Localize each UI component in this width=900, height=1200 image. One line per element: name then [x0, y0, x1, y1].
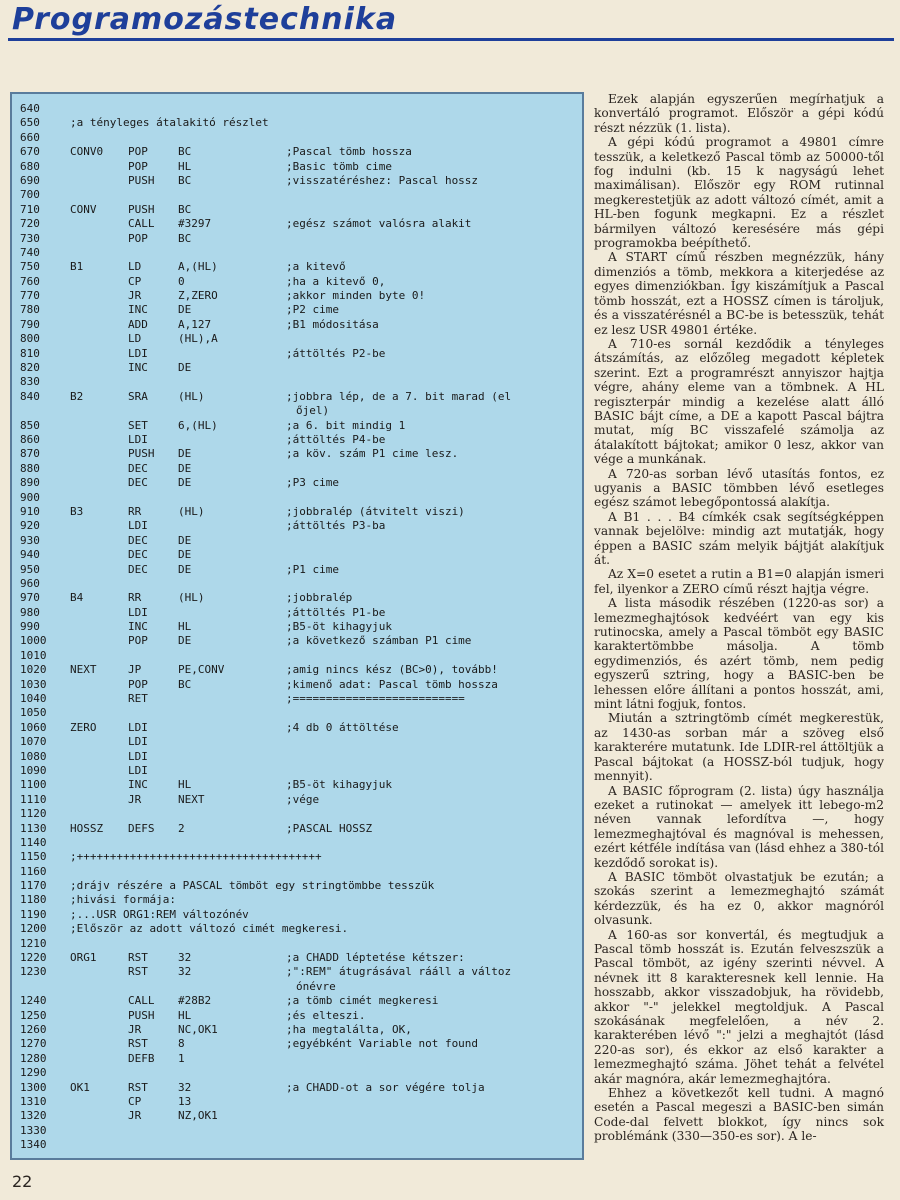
line-opcode: LDI	[128, 720, 148, 734]
line-operand: NC,OK1	[178, 1023, 218, 1036]
line-number: 1060	[20, 720, 47, 734]
line-opcode: JP	[128, 663, 142, 677]
line-number: 1320	[20, 1109, 47, 1123]
line-number: 1230	[20, 965, 47, 979]
line-number: 920	[20, 519, 40, 533]
line-opcode: SRA	[128, 389, 148, 403]
line-comment: ;ha megtalálta, OK,	[286, 1023, 412, 1036]
line-number: 870	[20, 447, 40, 461]
line-comment: ;kimenő adat: Pascal tömb hossza	[286, 677, 498, 691]
line-number: 860	[20, 432, 40, 446]
line-operand: HL	[178, 159, 192, 173]
line-number: 830	[20, 375, 40, 389]
line-number: 780	[20, 303, 40, 317]
line-number: 1170	[20, 879, 47, 893]
line-opcode: DEC	[128, 562, 148, 576]
line-operand: DE	[178, 461, 192, 475]
line-label: CONV0	[70, 145, 104, 159]
line-comment: ;jobbra lép, de a 7. bit marad (el	[286, 389, 512, 403]
line-number: 1250	[20, 1008, 47, 1022]
line-comment: ;B5-öt kihagyjuk	[286, 778, 392, 792]
line-number: 980	[20, 605, 40, 619]
line-opcode: LDI	[128, 346, 148, 360]
line-opcode: DEC	[128, 548, 148, 562]
line-label: OK1	[70, 1080, 90, 1094]
line-opcode: CALL	[128, 217, 155, 231]
line-number: 750	[20, 260, 40, 274]
line-label: B3	[70, 504, 84, 518]
article-paragraph: Ehhez a következőt kell tudni. A magnó esetén a Pascal megeszi a BASIC-ben simán Code-dal felvett blokkot, így nincs sok problémánk (330—350-es sor). A le-	[594, 1086, 884, 1144]
line-comment: ;áttöltés P3-ba	[286, 519, 386, 533]
line-number: 640	[20, 102, 40, 115]
line-comment: ;amig nincs kész (BC>0), tovább!	[286, 663, 498, 677]
line-comment: ;a CHADD-ot a sor végére tolja	[286, 1080, 485, 1094]
line-operand: (HL)	[178, 504, 205, 518]
line-operand: HL	[178, 620, 192, 634]
line-operand: DE	[178, 562, 192, 576]
article-paragraph: Miután a sztringtömb címét megkerestük, az 1430-as sorban már a szöveg első karakterére mutatunk. Ide LDIR-rel áttöltjük a Pascal bájtokat (a HOSSZ-ból tudjuk, hogy mennyit).	[594, 711, 884, 784]
article-paragraph: A 710-es sornál kezdődik a tényleges átszámítás, az előzőleg megadott képletek szerint. Ezt a programrészt annyiszor hajtja végre, ahány eleme van a tömbnek. A HL regiszterpár mindig a kezelése alatt álló BASIC bájt címe, a DE a kapott Pascal bájtra mutat, míg BC visszafelé számolja az átalakított bájtokat; amikor 0 lesz, akkor van vége a munkának.	[594, 336, 884, 467]
line-number: 1080	[20, 749, 47, 763]
line-opcode: POP	[128, 231, 148, 245]
line-operand: BC	[178, 173, 192, 187]
line-number: 1070	[20, 735, 47, 749]
line-label: NEXT	[70, 663, 97, 677]
line-number: 1340	[20, 1138, 47, 1152]
line-number: 730	[20, 231, 40, 245]
line-number: 930	[20, 533, 40, 547]
line-opcode: POP	[128, 145, 148, 159]
line-comment: ;egyébként Variable not found	[286, 1037, 479, 1051]
line-comment: ;akkor minden byte 0!	[286, 289, 426, 303]
article-paragraph: A gépi kódú programot a 49801 címre tesszük, a keletkező Pascal tömb az 50000-től fog indulni (kb. 15 k nagyságú lehet maximálisan). Először egy ROM rutinnal megkerestetjük az adott változó címét, amit a HL-ben fogunk megkapni. Ez a részlet bármilyen változó keresésére más gépi programokba beépíthető.	[594, 135, 884, 251]
line-opcode: CALL	[128, 994, 155, 1008]
line-comment: ;P3 cime	[286, 476, 339, 490]
line-operand: #28B2	[178, 994, 212, 1008]
line-opcode: RST	[128, 965, 148, 979]
line-number: 1300	[20, 1080, 47, 1094]
line-number: 1240	[20, 994, 47, 1008]
line-opcode: ADD	[128, 317, 148, 331]
line-number: 760	[20, 274, 40, 288]
line-opcode: LDI	[128, 763, 148, 777]
line-opcode: DEC	[128, 533, 148, 547]
line-opcode: LDI	[128, 605, 148, 619]
line-opcode: RET	[128, 692, 148, 706]
line-opcode: INC	[128, 778, 148, 792]
section-title: Programozástechnika	[12, 2, 398, 37]
line-operand: BC	[178, 231, 192, 245]
line-operand: A,127	[178, 317, 212, 331]
article-paragraph: A BASIC főprogram (2. lista) úgy használja ezeket a rutinokat — amelyek itt lebego-m2 néven vannak lefordítva —, hogy lemezmeghajtóval és magnóval is mehessen, ezért kétféle indítása van (lásd ehhez a 380-tól kezdődő sorokat is).	[594, 783, 884, 870]
line-comment: ;és elteszi.	[286, 1008, 366, 1022]
line-opcode: DEFS	[128, 821, 155, 835]
line-number: 850	[20, 418, 40, 432]
line-opcode: INC	[128, 361, 148, 375]
line-operand: DE	[178, 634, 192, 648]
article-paragraph: Az X=0 esetet a rutin a B1=0 alapján ismeri fel, ilyenkor a ZERO című részt hajtja végre.	[594, 567, 884, 596]
line-number: 1260	[20, 1023, 47, 1036]
line-number: 1030	[20, 677, 47, 691]
line-number: 690	[20, 173, 40, 187]
line-opcode: POP	[128, 159, 148, 173]
line-opcode: SET	[128, 418, 148, 432]
line-number: 740	[20, 245, 40, 259]
line-operand: 32	[178, 965, 192, 979]
line-number: 910	[20, 504, 40, 518]
line-opcode: POP	[128, 634, 148, 648]
line-number: 1280	[20, 1051, 47, 1065]
line-label: B2	[70, 389, 84, 403]
line-comment: ;P1 cime	[286, 562, 339, 576]
line-operand: DE	[178, 361, 192, 375]
line-label: B1	[70, 260, 84, 274]
line-operand: #3297	[178, 217, 212, 231]
line-comment: ;a köv. szám P1 cime lesz.	[286, 447, 459, 461]
line-number: 650	[20, 116, 40, 130]
line-operand: DE	[178, 533, 192, 547]
line-number: 950	[20, 562, 40, 576]
line-number: 700	[20, 188, 40, 202]
header-rule	[8, 38, 894, 41]
line-number: 790	[20, 317, 40, 331]
line-opcode: CP	[128, 274, 142, 288]
line-number: 1220	[20, 951, 47, 965]
line-opcode: JR	[128, 1023, 142, 1036]
line-operand: 1	[178, 1051, 185, 1065]
line-comment: ;4 db 0 áttöltése	[286, 720, 399, 734]
line-number: 900	[20, 490, 40, 504]
line-number: 1210	[20, 936, 47, 950]
line-operand: 13	[178, 1094, 192, 1108]
line-opcode: CP	[128, 1094, 142, 1108]
line-comment: ;áttöltés P1-be	[286, 605, 386, 619]
line-operand: NEXT	[178, 792, 205, 806]
line-comment: ;...USR ORG1:REM változónév	[70, 907, 249, 921]
line-opcode: PUSH	[128, 202, 155, 216]
line-opcode: RST	[128, 1037, 148, 1051]
line-label: ORG1	[70, 951, 97, 965]
line-operand: 6,(HL)	[178, 418, 218, 432]
line-comment: ;ha a kitevő 0,	[286, 274, 386, 288]
line-number: 1130	[20, 821, 47, 835]
line-comment: ;a CHADD léptetése kétszer:	[286, 951, 465, 965]
line-number: 840	[20, 389, 40, 403]
line-operand: HL	[178, 1008, 192, 1022]
line-label: CONV	[70, 202, 97, 216]
line-number: 810	[20, 346, 40, 360]
line-comment: ;+++++++++++++++++++++++++++++++++++++	[70, 850, 322, 864]
line-number: 1140	[20, 835, 47, 849]
line-operand: (HL)	[178, 591, 205, 605]
line-number: 1050	[20, 706, 47, 720]
line-operand: 2	[178, 821, 185, 835]
line-comment: ;a 6. bit mindig 1	[286, 418, 406, 432]
line-number: 670	[20, 145, 40, 159]
article-paragraph: Ezek alapján egyszerűen megírhatjuk a konvertáló programot. Először a gépi kódú részt nézzük (1. lista).	[594, 92, 884, 135]
line-number: 1160	[20, 864, 47, 878]
line-opcode: LDI	[128, 735, 148, 749]
line-comment: ;a következő számban P1 cime	[286, 634, 472, 648]
line-comment: ;a tényleges átalakitó részlet	[70, 116, 269, 130]
line-number: 820	[20, 361, 40, 375]
line-number: 1040	[20, 692, 47, 706]
line-operand: 8	[178, 1037, 185, 1051]
line-label: ZERO	[70, 720, 97, 734]
line-operand: DE	[178, 548, 192, 562]
line-comment: ;áttöltés P2-be	[286, 346, 386, 360]
page-number: 22	[12, 1172, 33, 1191]
line-number: 1010	[20, 648, 47, 662]
line-opcode: RR	[128, 591, 142, 605]
line-number: 680	[20, 159, 40, 173]
line-comment: ;vége	[286, 792, 320, 806]
line-comment: ;B5-öt kihagyjuk	[286, 620, 392, 634]
line-opcode: RST	[128, 1080, 148, 1094]
line-number: 1330	[20, 1123, 47, 1137]
line-operand: DE	[178, 303, 192, 317]
line-comment: ;Basic tömb cime	[286, 159, 392, 173]
line-operand: A,(HL)	[178, 260, 218, 274]
code-listing-box	[10, 92, 584, 1160]
line-number: 660	[20, 130, 40, 144]
line-number: 720	[20, 217, 40, 231]
line-comment: ;B1 módositása	[286, 317, 379, 331]
line-comment: ;Először az adott változó cimét megkeresi.	[70, 922, 349, 936]
line-operand: 32	[178, 951, 192, 965]
line-number: 1110	[20, 792, 47, 806]
line-comment: ;áttöltés P4-be	[286, 432, 386, 446]
line-number: 1000	[20, 634, 47, 648]
line-number: 800	[20, 332, 40, 346]
line-comment: ;a tömb cimét megkeresi	[286, 994, 439, 1008]
line-comment: ;==========================	[286, 692, 465, 706]
line-number: 1150	[20, 850, 47, 864]
line-opcode: PUSH	[128, 1008, 155, 1022]
line-number: 1200	[20, 922, 47, 936]
line-number: 890	[20, 476, 40, 490]
line-number: 770	[20, 289, 40, 303]
line-opcode: RST	[128, 951, 148, 965]
line-number: 1270	[20, 1037, 47, 1051]
line-label: HOSSZ	[70, 821, 104, 835]
line-operand: BC	[178, 145, 192, 159]
line-comment: ;PASCAL HOSSZ	[286, 821, 373, 835]
line-comment: ;egész számot valósra alakit	[286, 217, 472, 231]
line-opcode: POP	[128, 677, 148, 691]
line-opcode: DEC	[128, 461, 148, 475]
line-number: 880	[20, 461, 40, 475]
line-opcode: JR	[128, 792, 142, 806]
line-operand: HL	[178, 778, 192, 792]
line-operand: 32	[178, 1080, 192, 1094]
line-operand: (HL)	[178, 389, 205, 403]
line-comment: ;jobbralép (átvitelt viszi)	[286, 504, 465, 518]
line-operand: BC	[178, 677, 192, 691]
article-paragraph: A lista második részében (1220-as sor) a lemezmeghajtósok kedvéért van egy kis rutinocska, amely a Pascal tömböt egy BASIC karaktertömbbe másolja. A tömb egydimenziós, és azért tömb, nem pedig egyszerű sztring, hogy a BASIC-ben be lehessen előre állítani a pontos hosszát, ami, mint látni fogjuk, fontos.	[594, 596, 884, 712]
line-opcode: PUSH	[128, 173, 155, 187]
line-number: 1290	[20, 1066, 47, 1080]
line-comment-continuation: őjel)	[296, 404, 330, 418]
line-comment: ;":REM" átugrásával rááll a változ	[286, 965, 512, 979]
line-operand: NZ,OK1	[178, 1109, 218, 1123]
line-comment-continuation: ónévre	[296, 979, 336, 993]
line-comment: ;visszatéréshez: Pascal hossz	[286, 173, 479, 187]
article-column	[594, 92, 884, 1144]
article-paragraph: A 160-as sor konvertál, és megtudjuk a Pascal tömb hosszát is. Ezután felveszszük a Pascal tömböt, az igény szerinti névvel. A névnek itt 8 karakteresnek kell lennie. Ha hosszabb, akkor visszadobjuk, ha rövidebb, akkor "-" jelekkel megtoldjuk. A Pascal szokásának megfelelően, a név 2. karakterében lévő ":" jelzi a meghajtót (lásd 220-as sor), és ekkor az első karakter a lemezmeghajtó száma. Jöhet tehát a felvétel akár magnóra, akár lemezmeghajtóra.	[594, 927, 884, 1086]
line-opcode: JR	[128, 1109, 142, 1123]
line-comment: ;hivási formája:	[70, 893, 176, 907]
line-opcode: PUSH	[128, 447, 155, 461]
line-opcode: INC	[128, 303, 148, 317]
line-comment: ;P2 cime	[286, 303, 339, 317]
line-opcode: LD	[128, 260, 142, 274]
line-number: 970	[20, 591, 40, 605]
line-operand: Z,ZERO	[178, 289, 218, 303]
line-number: 1180	[20, 893, 47, 907]
line-operand: BC	[178, 202, 192, 216]
article-paragraph: A START című részben megnézzük, hány dimenziós a tömb, mekkora a kiterjedése az egyes dimenziókban. Így kiszámítjuk a Pascal tömb hosszát, ezt a HOSSZ címen is tároljuk, és a visszatérésnél a BC-be is betesszük, tehát ez lesz USR 49801 értéke.	[594, 250, 884, 337]
article-paragraph: A BASIC tömböt olvastatjuk be ezután; a szokás szerint a lemezmeghajtó számát kérdezzük, és ha ez 0, akkor magnóról olvasunk.	[594, 869, 884, 928]
line-opcode: LDI	[128, 749, 148, 763]
line-comment: ;a kitevő	[286, 260, 346, 274]
line-number: 990	[20, 620, 40, 634]
line-opcode: JR	[128, 289, 142, 303]
line-opcode: INC	[128, 620, 148, 634]
line-comment: ;Pascal tömb hossza	[286, 145, 412, 159]
line-number: 1100	[20, 778, 47, 792]
line-number: 960	[20, 576, 40, 590]
article-paragraph: A B1 . . . B4 címkék csak segítségképpen vannak bejelölve: mindig azt mutatják, hogy éppen a BASIC szám melyik bájtját alakítjuk át.	[594, 509, 884, 567]
line-number: 1190	[20, 907, 47, 921]
article-paragraph: A 720-as sorban lévő utasítás fontos, ez ugyanis a BASIC tömbben lévő esetleges egész számot lebegőpontossá alakítja.	[594, 466, 884, 510]
line-opcode: DEC	[128, 476, 148, 490]
line-opcode: LD	[128, 332, 142, 346]
line-label: B4	[70, 591, 84, 605]
line-number: 710	[20, 202, 40, 216]
line-operand: PE,CONV	[178, 663, 225, 677]
line-opcode: LDI	[128, 432, 148, 446]
line-number: 1020	[20, 663, 47, 677]
line-operand: DE	[178, 447, 192, 461]
line-number: 1310	[20, 1094, 47, 1108]
line-number: 940	[20, 548, 40, 562]
line-number: 1090	[20, 763, 47, 777]
line-opcode: DEFB	[128, 1051, 155, 1065]
line-operand: 0	[178, 274, 185, 288]
line-opcode: LDI	[128, 519, 148, 533]
line-number: 1120	[20, 807, 47, 821]
line-comment: ;jobbralép	[286, 591, 353, 605]
line-opcode: RR	[128, 504, 142, 518]
line-operand: (HL),A	[178, 332, 218, 346]
line-operand: DE	[178, 476, 192, 490]
line-comment: ;drájv részére a PASCAL tömböt egy stringtömbbe tesszük	[70, 879, 435, 893]
